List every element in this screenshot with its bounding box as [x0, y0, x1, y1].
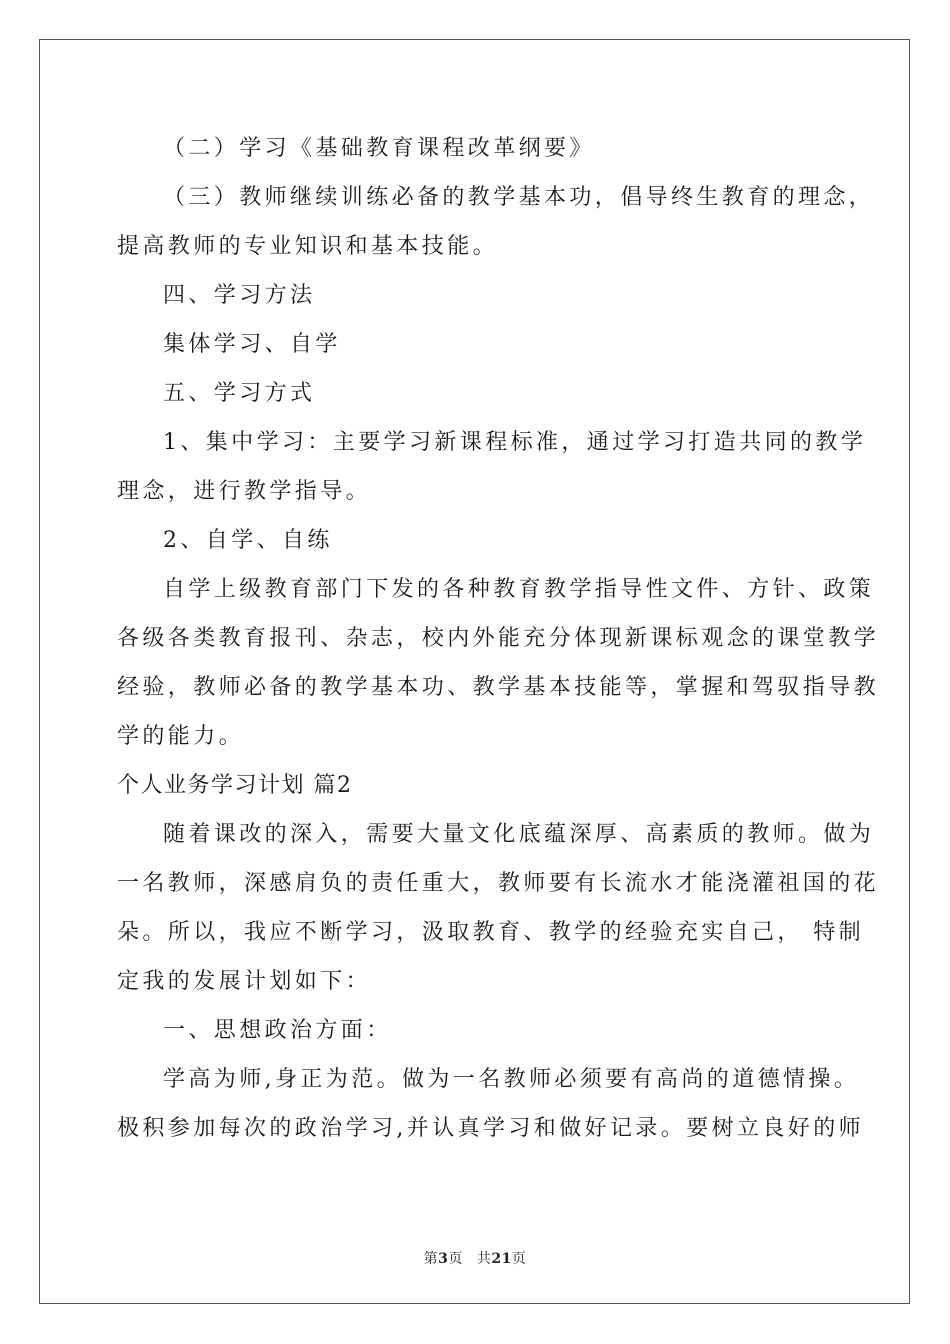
- paragraph-line: （二）学习《基础教育课程改革纲要》: [163, 136, 595, 161]
- paragraph-line: 学的能力。: [117, 724, 245, 749]
- paragraph-line: 学高为师,身正为范。做为一名教师必须要有高尚的道德情操。: [163, 1067, 860, 1092]
- page-label-prefix: 第: [423, 1251, 439, 1267]
- total-pages: 21: [491, 1251, 512, 1267]
- page-footer: [0, 1248, 950, 1268]
- total-label-suffix: 页: [511, 1251, 527, 1267]
- paragraph-line: 朵。所以，我应不断学习，汲取教育、教学的经验充实自己， 特制: [117, 920, 864, 945]
- document-body: [117, 124, 880, 1153]
- paragraph-line: 一名教师，深感肩负的责任重大，教师要有长流水才能浇灌祖国的花: [117, 871, 880, 896]
- paragraph-line: 自学上级教育部门下发的各种教育教学指导性文件、方针、政策: [163, 577, 875, 602]
- paragraph-line: 各级各类教育报刊、杂志，校内外能充分体现新课标观念的课堂教学: [117, 626, 880, 651]
- paragraph-line: 理念，进行教学指导。: [117, 479, 372, 504]
- section-heading: 五、学习方式: [163, 381, 316, 406]
- article-title: 个人业务学习计划 篇2: [117, 773, 353, 798]
- total-label-prefix: 共: [476, 1251, 492, 1267]
- paragraph-line: （三）教师继续训练必备的教学基本功，倡导终生教育的理念，: [163, 185, 875, 210]
- page-label-suffix: 页: [448, 1251, 463, 1267]
- paragraph-line: 经验，教师必备的教学基本功、教学基本技能等，掌握和驾驭指导教: [117, 675, 880, 700]
- paragraph-line: 提高教师的专业知识和基本技能。: [117, 234, 499, 259]
- paragraph-line: 随着课改的深入，需要大量文化底蕴深厚、高素质的教师。做为: [163, 822, 875, 847]
- paragraph-line: 定我的发展计划如下：: [117, 969, 372, 994]
- section-heading: 四、学习方法: [163, 283, 316, 308]
- page-number: 3: [438, 1251, 449, 1267]
- paragraph-line: 2、自学、自练: [163, 528, 333, 553]
- section-heading: 一、思想政治方面：: [163, 1018, 392, 1043]
- paragraph-line: 极积参加每次的政治学习,并认真学习和做好记录。要树立良好的师: [117, 1116, 864, 1141]
- paragraph-line: 集体学习、自学: [163, 332, 341, 357]
- paragraph-line: 1、集中学习：主要学习新课程标准，通过学习打造共同的教学: [163, 430, 867, 455]
